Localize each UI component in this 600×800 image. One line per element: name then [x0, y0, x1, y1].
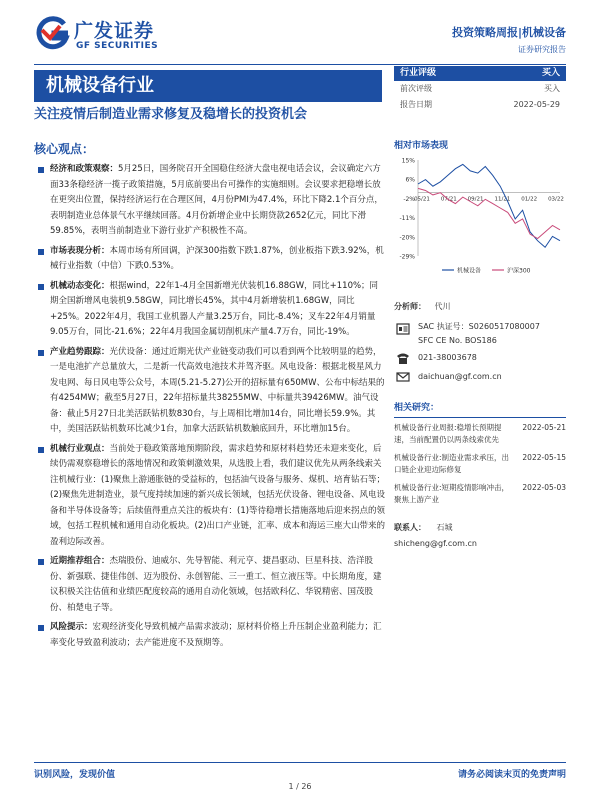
series-line: [418, 164, 560, 247]
paragraph-text: 杰瑞股份、迪威尔、先导智能、利元亨、捷昌驱动、巨星科技、浩洋股份、新强联、捷佳伟创、迈为股份、永创智能、三一重工、恒立液压等。中长期角度，建议积极关注估值和业绩匹配度较高的通用自动化领域，包括欧科亿、华锐精密、国茂股份、柏楚电子等。: [50, 556, 382, 613]
related-research-title: 机械设备行业:短期疫情影响冲击，聚焦上游产业: [394, 483, 510, 504]
logo-chinese-name: 广发证券: [74, 20, 155, 42]
bullet-marker: [38, 350, 44, 356]
x-tick-label: 09/21: [467, 196, 484, 203]
bullet-paragraph: [36, 162, 386, 240]
contact-name: 石城: [436, 523, 453, 532]
bullet-marker: [38, 559, 44, 565]
relative-performance-chart: [394, 152, 566, 282]
chart-section-label: 相对市场表现: [394, 141, 449, 151]
report-title: 关注疫情后制造业需求修复及稳增长的投资机会: [34, 107, 308, 122]
analyst-label: 分析师：: [394, 302, 426, 311]
rating-value: 买入: [541, 68, 560, 78]
paragraph-lead: 经济和政策观察：: [50, 164, 119, 174]
bullet-paragraph: [36, 442, 386, 551]
rating-label: 行业评级: [400, 68, 437, 78]
x-tick-label: 11/21: [494, 196, 511, 203]
rating-table: [394, 66, 566, 113]
related-research-date: 2022-05-15: [522, 453, 566, 462]
paragraph-text: 5月25日，国务院召开全国稳住经济大盘电视电话会议，会议确定六方面33条稳经济一揽子政策措施，5月底前要出台可操作的实施细则。会议要求把稳增长放在更突出位置，保持经济运行在合理区间，4月份PMI为47.4%，环比下降2.1个百分点，表明制造业总体景气水平继续回落。4月份新增企业中长期贷款2652亿元，同比下滑59.85%，表明当前制造业下游行业扩产积极性不高。: [50, 164, 383, 236]
related-research-date: 2022-05-03: [522, 483, 566, 492]
chart-svg: [394, 152, 566, 282]
report-category: 证券研究报告: [518, 45, 566, 54]
related-research-item[interactable]: [394, 422, 566, 446]
bullet-marker: [38, 284, 44, 290]
analyst-sac-number: SAC 执证号：S0260517080007: [418, 322, 540, 331]
paragraph-text: 本周市场有所回调，沪深300指数下跌1.87%，创业板指下跌3.92%，机械行业指数（中信）下跌0.53%。: [50, 245, 384, 271]
analyst-sfc-number: SFC CE No. BOS186: [418, 336, 497, 345]
x-tick-label: 01/22: [521, 196, 538, 203]
footer-slogan: 识别风险，发现价值: [34, 770, 116, 780]
paragraph-lead: 机械行业观点：: [50, 443, 110, 454]
paragraph-text: 当前处于稳政策落地预期阶段，需求趋势和原材料趋势还未迎来变化，后续仍需观察稳增长的落地情况和政策刺激效果，从选股上看，我们建议优先从两条线索关注机械行业：(1)聚焦上游通胀链的受益标的，包括油气设备与服务、煤机、培育钻石等；(2)聚焦先进制造业，景气度持续加速的新兴成长领域，包括光伏设备、锂电设备、风电设备和半导体设备等；后续值得重点关注的板块有：(1)等待稳增长措施落地后迎来拐点的领域，包括工程机械和通用自动化板块。(2)出口产业链，汇率、成本和海运三座大山带来的盈利边际改善。: [50, 443, 386, 547]
contact-email[interactable]: shicheng@gf.com.cn: [394, 539, 477, 548]
previous-rating-label: 前次评级: [400, 84, 432, 93]
logo-english-name: GF SECURITIES: [76, 41, 159, 51]
contact-row: [394, 522, 566, 533]
analyst-email[interactable]: daichuan@gf.com.cn: [418, 372, 502, 381]
company-logo: [34, 14, 164, 56]
paragraph-lead: 产业趋势跟踪：: [50, 346, 110, 357]
header-divider: [34, 64, 566, 65]
paragraph-text: 光伏设备：通过近期光伏产业链变动我们可以看到两个比较明显的趋势，一是电池扩产总量放大，二是新一代高效电池技术并驾齐驱。风电设备：根据北极星风力发电网、每日风电等公众号，本周(5.21-5.27)公开的招标量有650MW、公布中标结果的有4254MW；截至5月27日，22年招标量共38255MW、中标量共39426MW。油气设备：截止5月27日北美活跃钻机数830台，与上周相比增加14台，同比增长59.9%。其中，美国活跃钻机数环比减少1台，加拿大活跃钻机数触底回升，环比增加15台。: [50, 346, 385, 434]
previous-rating-row: [394, 81, 566, 97]
report-date-row: [394, 97, 566, 113]
page-number: 1 / 26: [288, 782, 312, 791]
bullet-paragraph: [36, 345, 386, 438]
report-date-value: 2022-05-29: [513, 100, 560, 109]
bullet-paragraph: [36, 279, 386, 341]
legend-label: 沪深300: [507, 267, 531, 275]
phone-icon: [396, 351, 410, 365]
y-tick-label: 15%: [401, 157, 415, 165]
rating-header-row: [394, 66, 566, 81]
industry-title: 机械设备行业: [34, 70, 382, 102]
bullet-marker: [38, 447, 44, 453]
x-tick-label: 03/22: [548, 196, 564, 203]
footer-disclaimer-note: 请务必阅读末页的免责声明: [457, 770, 566, 780]
y-tick-label: -11%: [399, 215, 415, 223]
paragraph-lead: 风险提示：: [50, 622, 93, 632]
page-header: [0, 0, 600, 64]
core-view-heading: 核心观点：: [34, 142, 95, 156]
related-research-title: 机械设备行业周报:稳增长预期提速，当前配置仍以两条线索优先: [394, 423, 502, 444]
x-tick-label: 07/21: [440, 196, 457, 203]
previous-rating-value: 买入: [544, 84, 560, 93]
bullet-paragraph: [36, 554, 386, 616]
y-tick-label: -2%: [403, 195, 415, 203]
x-tick-label: 05/21: [414, 196, 430, 203]
paragraph-text: 根据wind，22年1-4月全国新增光伏装机16.88GW，同比+110%；同期全国新增风电装机9.58GW，同比增长45%，其中4月新增装机1.68GW，同比+25%。2022年4月，我国工业机器人产量3.25万台，同比-8.4%；叉车22年4月销量9.05万台，同比-21.6%；22年4月我国金属切削机床产量4.7万台，同比-19%。: [50, 280, 379, 337]
paragraph-lead: 近期推荐组合：: [50, 556, 110, 566]
bullet-marker: [38, 167, 44, 173]
report-type-title: 投资策略周报|机械设备: [451, 26, 566, 39]
bullet-paragraph: [36, 620, 386, 651]
paragraph-text: 宏观经济变化导致机械产品需求波动；原材料价格上升压制企业盈利能力；汇率变化导致盈利波动；去产能进度不及预期等。: [50, 622, 382, 648]
id-card-icon: [396, 322, 410, 336]
gf-logo-icon: [34, 16, 70, 52]
legend-label: 机械设备: [457, 267, 482, 275]
footer-divider: [34, 762, 566, 763]
bullet-paragraph: [36, 244, 386, 275]
contact-label: 联系人：: [394, 523, 426, 532]
y-tick-label: -29%: [399, 253, 415, 261]
y-tick-label: -20%: [399, 234, 415, 242]
email-icon: [396, 370, 410, 384]
related-research-title: 机械设备行业:制造业需求承压，出口链企业迎边际修复: [394, 453, 510, 474]
paragraph-lead: 市场表现分析：: [50, 245, 110, 256]
report-date-label: 报告日期: [400, 100, 432, 109]
related-research-item[interactable]: [394, 452, 566, 476]
bullet-marker: [38, 249, 44, 255]
analyst-phone: 021-38003678: [418, 353, 477, 362]
bullet-marker: [38, 625, 44, 631]
related-research-item[interactable]: [394, 482, 566, 506]
paragraph-lead: 机械动态变化：: [50, 280, 110, 291]
analyst-name: 代川: [434, 302, 451, 311]
series-line: [418, 188, 560, 238]
related-research: [394, 400, 566, 548]
y-tick-label: 6%: [405, 176, 415, 184]
related-research-date: 2022-05-21: [522, 423, 566, 432]
core-views-body: [36, 162, 386, 651]
related-research-heading: 相关研究：: [394, 400, 566, 418]
